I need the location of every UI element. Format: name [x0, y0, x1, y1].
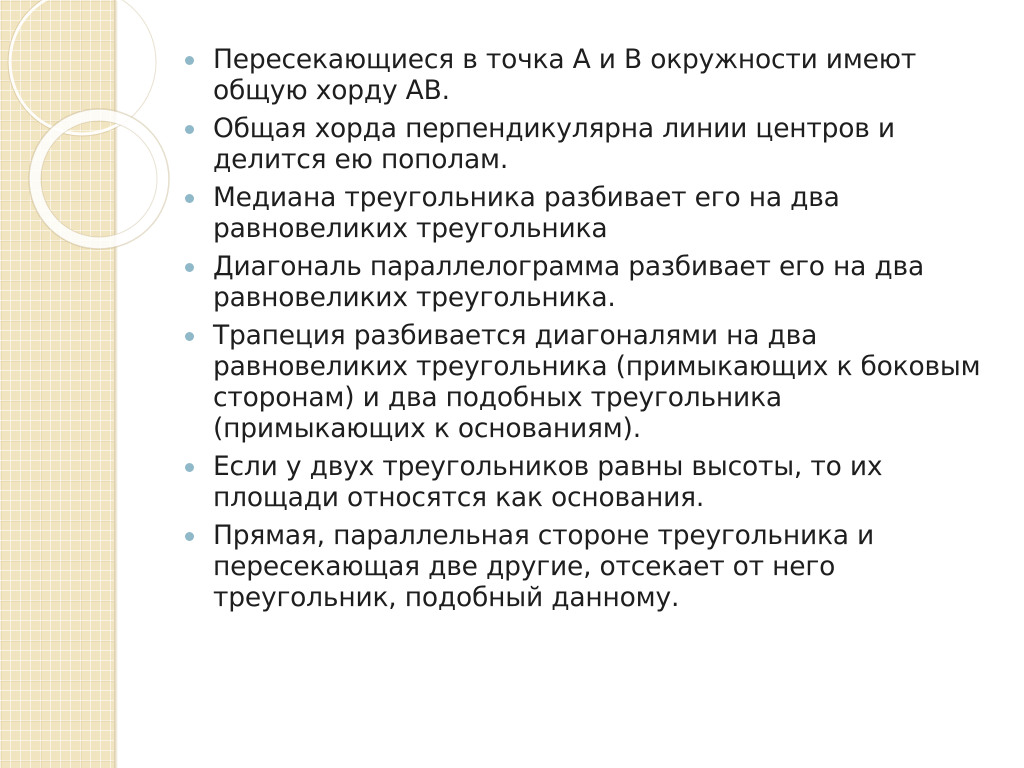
bullet-list	[183, 44, 983, 613]
bullet-dot-icon	[185, 125, 194, 134]
decorative-side-band	[0, 0, 114, 768]
bullet-text: Прямая, параллельная стороне треугольника и пересекающая две другие, отсекает от него треугольник, подобный данному.	[213, 520, 875, 613]
bullet-item	[183, 182, 983, 244]
bullet-item	[183, 113, 983, 175]
bullet-text: Пересекающиеся в точка A и B окружности имеют общую хорду AB.	[213, 44, 917, 106]
bullet-item	[183, 251, 983, 313]
bullet-dot-icon	[185, 463, 194, 472]
bullet-item	[183, 44, 983, 106]
side-band-edge	[114, 0, 118, 768]
bullet-text: Диагональ параллелограмма разбивает его на два равновеликих треугольника.	[213, 251, 924, 313]
bullet-dot-icon	[185, 194, 194, 203]
bullet-text: Медиана треугольника разбивает его на два равновеликих треугольника	[213, 182, 840, 244]
bullet-dot-icon	[185, 263, 194, 272]
bullet-text: Трапеция разбивается диагоналями на два равновеликих треугольника (примыкающих к боковым сторонам) и два подобных треугольника (примыкающих к основаниям).	[213, 320, 981, 444]
bullet-dot-icon	[185, 332, 194, 341]
bullet-text: Общая хорда перпендикулярна линии центров и делится ею пополам.	[213, 113, 895, 175]
bullet-item	[183, 451, 983, 513]
bullet-dot-icon	[185, 532, 194, 541]
slide-content	[183, 44, 983, 620]
bullet-dot-icon	[185, 56, 194, 65]
bullet-item	[183, 320, 983, 444]
bullet-text: Если у двух треугольников равны высоты, то их площади относятся как основания.	[213, 451, 883, 513]
bullet-item	[183, 520, 983, 613]
